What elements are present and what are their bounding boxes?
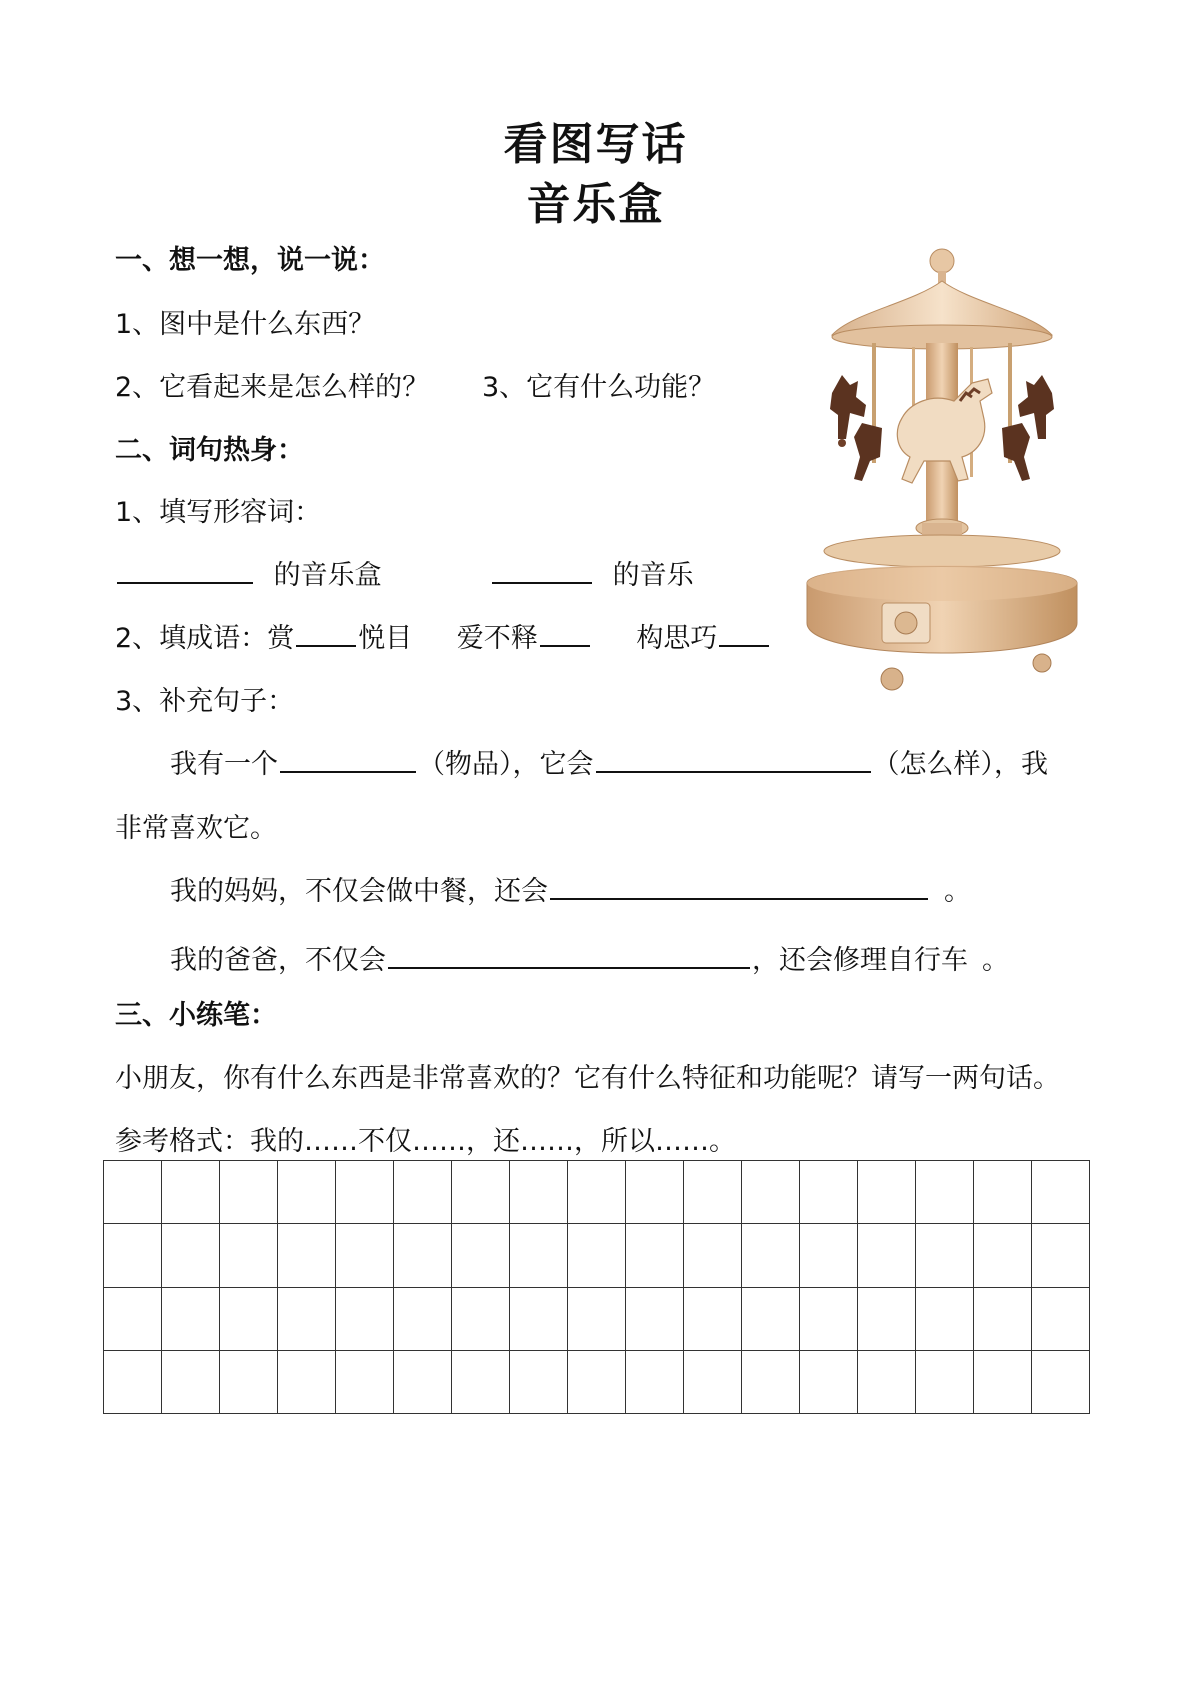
adjective-item-1: 的音乐盒 [273, 560, 382, 591]
sentence-1-start: 我有一个 [170, 749, 278, 780]
sentence-3-start: 我的爸爸，不仅会 [170, 945, 386, 976]
blank[interactable] [550, 872, 928, 900]
grid-cell[interactable] [1032, 1224, 1090, 1287]
grid-cell[interactable] [220, 1224, 278, 1287]
blank[interactable] [596, 745, 871, 773]
grid-cell[interactable] [626, 1351, 684, 1414]
sentence-2 [170, 869, 971, 908]
grid-cell[interactable] [742, 1288, 800, 1351]
reference-format: 参考格式：我的……不仅……，还……，所以……。 [115, 1126, 736, 1157]
blank[interactable] [117, 556, 253, 584]
sentence-3-end: 。 [982, 945, 1009, 976]
grid-cell[interactable] [974, 1351, 1032, 1414]
grid-cell[interactable] [916, 1351, 974, 1414]
grid-cell[interactable] [800, 1351, 858, 1414]
sentence-1-continued: 非常喜欢它。 [115, 813, 277, 844]
grid-cell[interactable] [336, 1351, 394, 1414]
grid-cell[interactable] [800, 1288, 858, 1351]
grid-cell[interactable] [162, 1224, 220, 1287]
grid-cell[interactable] [336, 1224, 394, 1287]
grid-cell[interactable] [278, 1351, 336, 1414]
idiom-line [115, 616, 771, 655]
grid-cell[interactable] [162, 1351, 220, 1414]
grid-cell[interactable] [568, 1288, 626, 1351]
grid-cell[interactable] [104, 1224, 162, 1287]
grid-cell[interactable] [336, 1288, 394, 1351]
grid-cell[interactable] [742, 1351, 800, 1414]
grid-cell[interactable] [394, 1161, 452, 1224]
grid-cell[interactable] [916, 1161, 974, 1224]
grid-cell[interactable] [974, 1288, 1032, 1351]
grid-cell[interactable] [626, 1161, 684, 1224]
grid-cell[interactable] [104, 1351, 162, 1414]
complete-sentence-label: 3、补充句子： [115, 686, 295, 717]
idiom-2-start: 爱不释 [456, 623, 538, 654]
grid-cell[interactable] [568, 1351, 626, 1414]
grid-cell[interactable] [858, 1351, 916, 1414]
grid-cell[interactable] [916, 1288, 974, 1351]
grid-cell[interactable] [568, 1224, 626, 1287]
grid-cell[interactable] [626, 1288, 684, 1351]
sentence-2-start: 我的妈妈，不仅会做中餐，还会 [170, 876, 548, 907]
idiom-1-start: 赏 [267, 623, 295, 654]
grid-cell[interactable] [220, 1161, 278, 1224]
section2-heading: 二、词句热身： [115, 435, 304, 466]
grid-cell[interactable] [684, 1288, 742, 1351]
sentence-1 [170, 742, 1048, 781]
grid-cell[interactable] [974, 1161, 1032, 1224]
grid-cell[interactable] [394, 1288, 452, 1351]
grid-cell[interactable] [278, 1224, 336, 1287]
adjective-item-2: 的音乐 [612, 560, 694, 591]
grid-cell[interactable] [394, 1224, 452, 1287]
grid-cell[interactable] [510, 1161, 568, 1224]
writing-prompt: 小朋友，你有什么东西是非常喜欢的？它有什么特征和功能呢？请写一两句话。 [115, 1063, 1060, 1094]
grid-cell[interactable] [510, 1224, 568, 1287]
grid-cell[interactable] [800, 1224, 858, 1287]
idiom-1-end: 悦目 [358, 623, 413, 654]
sentence-1-end: （怎么样），我 [872, 749, 1048, 780]
grid-cell[interactable] [1032, 1161, 1090, 1224]
blank[interactable] [296, 619, 356, 647]
grid-cell[interactable] [568, 1161, 626, 1224]
grid-cell[interactable] [684, 1351, 742, 1414]
sentence-3 [170, 938, 1009, 977]
grid-cell[interactable] [858, 1288, 916, 1351]
page-title: 看图写话 [503, 119, 688, 170]
grid-cell[interactable] [452, 1351, 510, 1414]
sentence-2-end: 。 [944, 876, 971, 907]
question-1: 1、图中是什么东西？ [115, 309, 376, 340]
blank[interactable] [280, 745, 416, 773]
question-2: 2、它看起来是怎么样的？ [115, 372, 430, 403]
page-subtitle: 音乐盒 [526, 179, 665, 230]
blank[interactable] [492, 556, 592, 584]
grid-cell[interactable] [336, 1161, 394, 1224]
blank[interactable] [540, 619, 590, 647]
grid-cell[interactable] [278, 1288, 336, 1351]
grid-cell[interactable] [394, 1351, 452, 1414]
grid-cell[interactable] [800, 1161, 858, 1224]
grid-cell[interactable] [684, 1161, 742, 1224]
grid-cell[interactable] [278, 1161, 336, 1224]
grid-cell[interactable] [452, 1288, 510, 1351]
section3-heading: 三、小练笔： [115, 1000, 277, 1031]
grid-cell[interactable] [104, 1288, 162, 1351]
grid-cell[interactable] [858, 1161, 916, 1224]
grid-cell[interactable] [858, 1224, 916, 1287]
grid-cell[interactable] [220, 1351, 278, 1414]
fill-adjective-label: 1、填写形容词： [115, 497, 322, 528]
adjective-line-2 [490, 553, 694, 592]
section1-heading: 一、想一想，说一说： [115, 245, 385, 276]
writing-grid [103, 1160, 1090, 1414]
sentence-1-middle: （物品），它会 [418, 749, 594, 780]
grid-cell[interactable] [916, 1224, 974, 1287]
grid-cell[interactable] [220, 1288, 278, 1351]
grid-cell[interactable] [742, 1161, 800, 1224]
adjective-line-1 [115, 553, 382, 592]
grid-cell[interactable] [742, 1224, 800, 1287]
idiom-3-start: 构思巧 [636, 623, 718, 654]
grid-cell[interactable] [162, 1288, 220, 1351]
grid-cell[interactable] [974, 1224, 1032, 1287]
idiom-label: 2、填成语： [115, 623, 268, 654]
grid-cell[interactable] [510, 1351, 568, 1414]
grid-cell[interactable] [162, 1161, 220, 1224]
question-3: 3、它有什么功能？ [482, 372, 716, 403]
carousel-music-box-icon [792, 243, 1092, 705]
blank[interactable] [719, 619, 769, 647]
grid-cell[interactable] [1032, 1288, 1090, 1351]
grid-cell[interactable] [452, 1161, 510, 1224]
grid-cell[interactable] [1032, 1351, 1090, 1414]
grid-cell[interactable] [684, 1224, 742, 1287]
grid-cell[interactable] [510, 1288, 568, 1351]
sentence-3-middle: ，还会修理自行车 [752, 945, 968, 976]
grid-cell[interactable] [626, 1224, 684, 1287]
grid-cell[interactable] [452, 1224, 510, 1287]
blank[interactable] [388, 941, 750, 969]
grid-cell[interactable] [104, 1161, 162, 1224]
